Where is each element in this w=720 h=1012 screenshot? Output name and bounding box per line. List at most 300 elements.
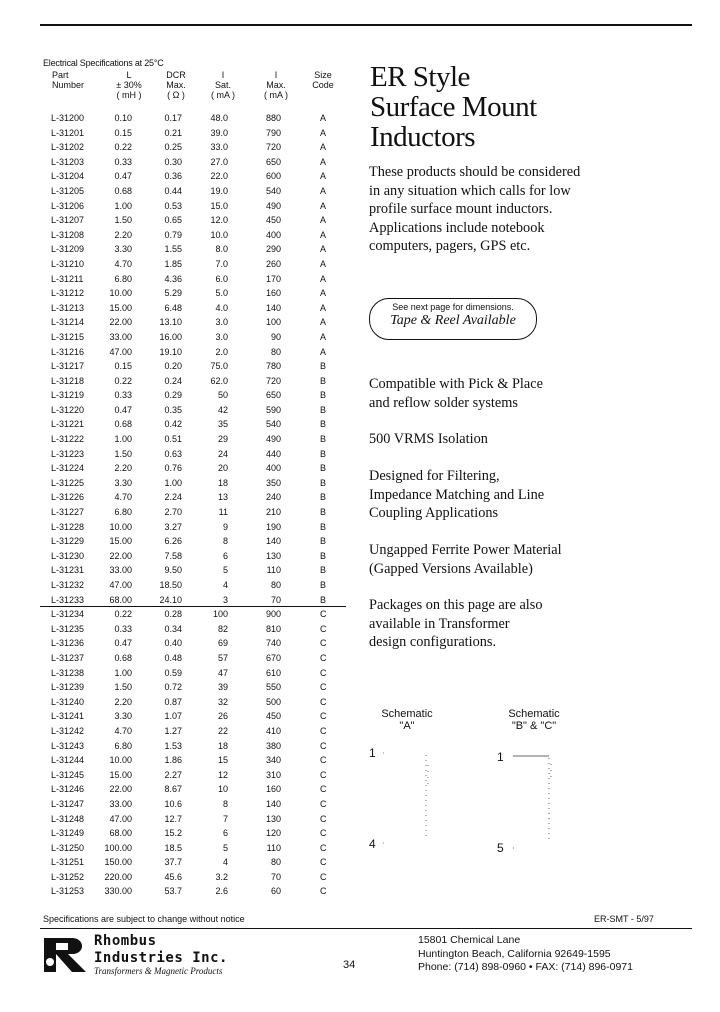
cell-size-code: C [320,857,327,868]
cell-dcr: 1.27 [164,725,182,736]
cell-dcr: 0.44 [164,185,182,196]
cell-isat: 5 [222,842,228,853]
cell-part-number: L-31201 [51,127,85,138]
cell-inductance: 0.33 [114,623,132,634]
cell-size-code: B [320,492,327,503]
header-l-line: ( mH ) [116,90,142,100]
cell-imax: 140 [265,536,281,547]
cell-imax: 290 [265,244,281,255]
cell-imax: 130 [265,813,281,824]
cell-imax: 310 [265,769,281,780]
header-imax-line: Max. [266,80,286,90]
cell-dcr: 1.53 [164,740,182,751]
cell-dcr: 45.6 [164,871,182,882]
cell-inductance: 68.00 [109,828,132,839]
cell-inductance: 10.00 [109,521,132,532]
table-row [40,724,346,739]
table-row [40,111,346,126]
cell-isat: 2.0 [215,346,228,357]
header-l-line: L [126,70,132,80]
cell-size-code: A [320,317,327,328]
cell-inductance: 4.70 [114,492,132,503]
cell-size-code: A [320,346,327,357]
cell-dcr: 0.25 [164,142,182,153]
cell-imax: 400 [265,229,281,240]
cell-size-code: B [320,434,327,445]
cell-inductance: 0.47 [114,638,132,649]
table-row [40,447,346,462]
cell-inductance: 33.00 [109,331,132,342]
cell-size-code: C [320,696,327,707]
feature-filtering [369,467,544,523]
table-row [40,753,346,768]
cell-dcr: 6.26 [164,536,182,547]
feature-line: 500 VRMS Isolation [369,431,488,447]
table-row [40,534,346,549]
cell-part-number: L-31236 [51,638,85,649]
cell-isat: 48.0 [210,113,228,123]
feature-line: Designed for Filtering, [369,468,500,484]
title-line: ER Style [370,61,470,93]
cell-imax: 110 [266,565,281,576]
cell-inductance: 0.68 [114,185,132,196]
feature-line: and reflow solder systems [369,394,518,411]
feature-isolation [369,430,488,449]
table-row [40,680,346,695]
table-row [40,199,346,214]
cell-dcr: 0.65 [164,215,182,226]
cell-part-number: L-31252 [51,871,85,882]
table-row [40,228,346,243]
cell-inductance: 47.00 [109,813,132,824]
cell-dcr: 0.72 [164,682,182,693]
note-small-text: See next page for dimensions. [392,302,514,312]
cell-imax: 210 [265,507,281,518]
cell-part-number: L-31220 [51,404,85,415]
table-row [40,549,346,564]
company-tagline: Transformers & Magnetic Products [94,966,223,976]
cell-inductance: 47.00 [109,346,132,357]
cell-part-number: L-31213 [51,302,85,313]
cell-part-number: L-31238 [51,667,85,678]
cell-size-code: B [320,594,327,605]
cell-inductance: 220.00 [104,871,132,882]
cell-inductance: 1.00 [114,200,132,211]
cell-isat: 33.0 [210,142,228,153]
cell-size-code: A [320,229,327,240]
company-name-line: Industries Inc. [94,950,228,966]
cell-size-code: B [320,521,327,532]
cell-inductance: 47.00 [109,580,132,590]
table-row [40,826,346,841]
table-row [40,490,346,505]
cell-size-code: B [320,580,327,590]
table-row [40,403,346,418]
cell-part-number: L-31223 [51,448,85,459]
schematic-bc-coil [505,750,565,860]
cell-dcr: 19.10 [159,346,182,357]
cell-isat: 9 [222,521,228,532]
cell-isat: 3 [222,594,228,605]
feature-line: Ungapped Ferrite Power Material [369,542,562,558]
cell-imax: 500 [265,696,281,707]
table-row [40,593,346,608]
cell-part-number: L-31204 [51,171,85,182]
cell-inductance: 1.50 [114,682,132,693]
cell-isat: 75.0 [210,361,228,372]
table-row [40,286,346,301]
cell-dcr: 0.63 [164,448,182,459]
cell-imax: 590 [265,404,281,415]
header-isat-line: I [221,70,225,80]
cell-inductance: 0.22 [114,375,132,386]
cell-size-code: C [320,769,327,780]
cell-dcr: 15.2 [164,828,182,839]
cell-inductance: 10.00 [109,755,132,766]
cell-inductance: 22.00 [109,550,132,561]
cell-isat: 69 [217,638,228,649]
cell-isat: 35 [217,419,228,430]
table-row [40,739,346,754]
cell-isat: 12 [217,769,228,780]
table-row [40,388,346,403]
cell-inductance: 0.22 [114,609,132,620]
cell-size-code: B [320,536,327,547]
cell-inductance: 0.33 [114,390,132,401]
cell-imax: 80 [270,857,281,868]
top-rule [40,24,692,26]
intro-line: Applications include notebook [369,219,545,236]
cell-part-number: L-31226 [51,492,85,503]
cell-isat: 6 [222,550,228,561]
table-row [40,666,346,681]
cell-inductance: 2.20 [114,463,132,474]
header-isat-line: Sat. [214,80,231,90]
cell-isat: 6 [222,828,228,839]
cell-part-number: L-31217 [51,361,85,372]
cell-size-code: C [320,784,327,795]
cell-part-number: L-31231 [51,565,85,576]
cell-isat: 57 [217,652,228,663]
cell-dcr: 24.10 [159,594,182,605]
cell-isat: 29 [217,434,228,445]
cell-imax: 790 [265,127,281,138]
cell-part-number: L-31242 [51,725,85,736]
cell-size-code: A [320,171,327,182]
cell-imax: 550 [265,682,281,693]
table-row [40,709,346,724]
header-l [113,70,145,100]
document-code: ER-SMT - 5/97 [594,914,654,924]
cell-inductance: 150.00 [104,857,132,868]
cell-imax: 740 [265,638,281,649]
cell-imax: 340 [265,755,281,766]
cell-dcr: 1.00 [164,477,182,488]
cell-inductance: 15.00 [109,769,132,780]
cell-imax: 160 [265,784,281,795]
feature-line: Impedance Matching and Line [369,486,545,503]
cell-isat: 2.6 [215,886,228,897]
cell-size-code: C [320,740,327,751]
cell-part-number: L-31243 [51,740,85,751]
cell-part-number: L-31249 [51,828,85,839]
feature-line: design configurations. [369,634,497,650]
cell-dcr: 0.42 [164,419,182,430]
cell-part-number: L-31229 [51,536,85,547]
cell-part-number: L-31221 [51,419,85,430]
cell-inductance: 22.00 [109,784,132,795]
header-code [308,70,338,90]
header-dcr [158,70,194,100]
table-row [40,461,346,476]
cell-size-code: C [320,711,327,722]
table-row [40,242,346,257]
cell-inductance: 10.00 [109,288,132,299]
cell-dcr: 0.76 [164,463,182,474]
header-isat [205,70,241,100]
cell-inductance: 0.33 [114,156,132,167]
cell-part-number: L-31200 [51,113,85,123]
cell-dcr: 0.24 [164,375,182,386]
cell-inductance: 0.47 [114,404,132,415]
cell-size-code: B [320,361,327,372]
cell-imax: 140 [265,302,281,313]
cell-isat: 32 [217,696,228,707]
cell-size-code: A [320,113,327,123]
cell-isat: 7 [222,813,228,824]
cell-imax: 380 [265,740,281,751]
cell-dcr: 8.67 [164,784,182,795]
cell-part-number: L-31206 [51,200,85,211]
footer-disclaimer: Specifications are subject to change without notice [43,914,245,924]
table-row [40,432,346,447]
feature-line: Coupling Applications [369,505,499,521]
feature-line: (Gapped Versions Available) [369,560,533,577]
cell-isat: 3.0 [215,317,228,328]
cell-imax: 540 [265,185,281,196]
address-line: 15801 Chemical Lane [418,934,521,946]
cell-dcr: 1.55 [164,244,182,255]
cell-imax: 720 [265,375,281,386]
schematic-bc-label-line: Schematic [508,708,560,720]
table-row [40,768,346,783]
cell-part-number: L-31222 [51,434,85,445]
cell-dcr: 0.87 [164,696,182,707]
cell-isat: 39.0 [210,127,228,138]
cell-imax: 490 [265,200,281,211]
cell-imax: 650 [265,390,281,401]
cell-inductance: 0.22 [114,142,132,153]
table-row [40,651,346,666]
table-row [40,855,346,870]
cell-part-number: L-31245 [51,769,85,780]
table-row [40,155,346,170]
cell-isat: 12.0 [210,215,228,226]
header-isat-line: ( mA ) [211,90,235,100]
header-code-line: Size [314,70,332,80]
cell-size-code: B [320,404,327,415]
cell-part-number: L-31248 [51,813,85,824]
cell-isat: 47 [217,667,228,678]
cell-inductance: 0.15 [114,361,132,372]
cell-dcr: 0.21 [164,127,182,138]
table-row [40,213,346,228]
cell-part-number: L-31232 [51,580,85,590]
cell-isat: 5 [222,565,228,576]
tape-reel-note [369,298,537,340]
cell-inductance: 4.70 [114,258,132,269]
cell-dcr: 5.29 [164,288,182,299]
cell-dcr: 4.36 [164,273,182,284]
header-l-line: ± 30% [116,80,142,90]
schematic-bc-pin-top: 1 [497,750,504,764]
table-row [40,636,346,651]
cell-imax: 70 [270,871,281,882]
schematic-a-pin-top: 1 [369,746,376,760]
cell-part-number: L-31237 [51,652,85,663]
cell-size-code: C [320,798,327,809]
schematic-a-label [372,708,442,732]
table-caption: Electrical Specifications at 25°C [43,58,164,68]
table-row [40,417,346,432]
header-dcr-line: Max. [166,80,186,90]
cell-dcr: 0.59 [164,667,182,678]
cell-isat: 13 [217,492,228,503]
feature-packages [369,596,543,652]
cell-size-code: B [320,375,327,386]
intro-line: in any situation which calls for low [369,182,571,199]
intro-line: These products should be considered [369,164,581,180]
cell-size-code: C [320,755,327,766]
header-part-line: Number [52,80,85,90]
cell-dcr: 2.24 [164,492,182,503]
cell-isat: 18 [217,740,228,751]
cell-inductance: 330.00 [104,886,132,897]
cell-inductance: 33.00 [109,565,132,576]
table-row [40,330,346,345]
cell-part-number: L-31247 [51,798,85,809]
cell-isat: 5.0 [215,288,228,299]
cell-isat: 82 [217,623,228,634]
cell-isat: 42 [217,404,228,415]
cell-isat: 8 [222,536,228,547]
cell-imax: 610 [265,667,281,678]
cell-part-number: L-31251 [51,857,85,868]
cell-imax: 80 [270,580,281,590]
table-row [40,812,346,827]
cell-imax: 780 [265,361,281,372]
cell-isat: 4.0 [215,302,228,313]
cell-inductance: 3.30 [114,711,132,722]
cell-part-number: L-31246 [51,784,85,795]
cell-dcr: 1.07 [164,711,182,722]
feature-line: Packages on this page are also [369,597,543,613]
cell-dcr: 0.35 [164,404,182,415]
cell-part-number: L-31215 [51,331,85,342]
table-row [40,505,346,520]
cell-dcr: 18.50 [159,580,182,590]
schematic-bc-label-line: "B" & "C" [511,720,557,732]
cell-size-code: B [320,507,327,518]
table-row [40,782,346,797]
cell-inductance: 1.00 [114,434,132,445]
cell-part-number: L-31202 [51,142,85,153]
cell-imax: 440 [265,448,281,459]
cell-part-number: L-31240 [51,696,85,707]
cell-dcr: 3.27 [164,521,182,532]
table-row [40,841,346,856]
cell-part-number: L-31207 [51,215,85,226]
cell-isat: 4 [222,857,228,868]
address-line: Phone: (714) 898-0960 • FAX: (714) 896-0971 [418,961,633,973]
cell-part-number: L-31205 [51,185,85,196]
table-row [40,374,346,389]
cell-inductance: 6.80 [114,273,132,284]
cell-inductance: 0.68 [114,419,132,430]
page-title [370,62,537,152]
cell-isat: 4 [222,580,228,590]
cell-inductance: 3.30 [114,477,132,488]
table-row [40,476,346,491]
cell-part-number: L-31210 [51,258,85,269]
cell-dcr: 2.70 [164,507,182,518]
cell-part-number: L-31239 [51,682,85,693]
cell-part-number: L-31214 [51,317,85,328]
cell-isat: 26 [217,711,228,722]
table-row [40,520,346,535]
cell-dcr: 1.86 [164,755,182,766]
cell-size-code: B [320,463,327,474]
cell-part-number: L-31230 [51,550,85,561]
cell-imax: 130 [265,550,281,561]
cell-size-code: B [320,448,327,459]
cell-imax: 410 [265,725,281,736]
cell-isat: 8 [222,798,228,809]
cell-isat: 8.0 [215,244,228,255]
cell-isat: 22 [217,725,228,736]
cell-imax: 260 [265,258,281,269]
table-row [40,870,346,885]
cell-isat: 20 [217,463,228,474]
cell-dcr: 9.50 [164,565,182,576]
cell-dcr: 18.5 [164,842,182,853]
cell-imax: 670 [265,652,281,663]
cell-size-code: A [320,244,327,255]
cell-size-code: C [320,667,327,678]
cell-size-code: C [320,842,327,853]
schematic-bc-pin-bottom: 5 [497,841,504,855]
intro-paragraph [369,163,580,256]
cell-isat: 10.0 [210,229,228,240]
cell-dcr: 10.6 [164,798,182,809]
cell-imax: 450 [265,711,281,722]
cell-isat: 7.0 [215,258,228,269]
table-row [40,140,346,155]
header-dcr-line: ( Ω ) [167,90,185,100]
cell-isat: 18 [217,477,228,488]
cell-size-code: A [320,273,327,284]
feature-line: Compatible with Pick & Place [369,376,543,392]
table-row [40,301,346,316]
header-imax-line: ( mA ) [264,90,288,100]
header-part-line: Part [52,70,69,80]
cell-part-number: L-31227 [51,507,85,518]
cell-part-number: L-31216 [51,346,85,357]
cell-size-code: C [320,623,327,634]
cell-dcr: 0.29 [164,390,182,401]
cell-size-code: C [320,652,327,663]
table-row [40,272,346,287]
